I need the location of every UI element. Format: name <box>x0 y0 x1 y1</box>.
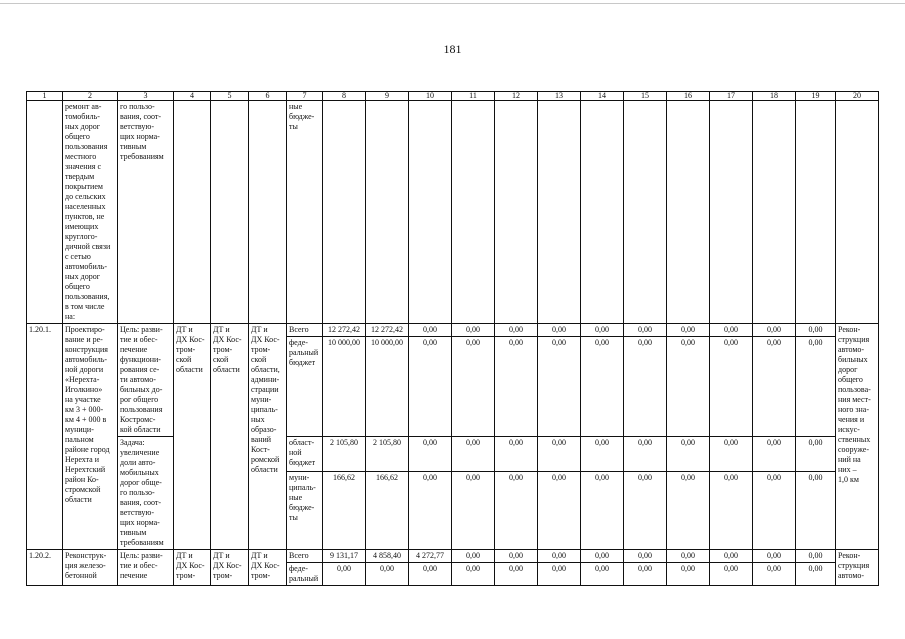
value-cell: 0,00 <box>624 437 667 472</box>
header-cell: 19 <box>796 92 836 101</box>
table-cell <box>249 101 287 324</box>
table-cell <box>27 101 63 324</box>
customer-cell: ДТ и ДХ Кос- тром- <box>174 550 211 586</box>
value-cell: 10 000,00 <box>366 337 409 437</box>
goal-cell: Цель: разви- тие и обес- печение функциони- рования се- ти автомо- бильных до- рог общего пользования Костромс- кой области <box>118 324 174 437</box>
funding-source-cell: област- ной бюджет <box>287 437 323 472</box>
value-cell: 0,00 <box>710 471 753 549</box>
header-cell: 10 <box>409 92 452 101</box>
value-cell: 0,00 <box>796 471 836 549</box>
table-cell <box>581 101 624 324</box>
header-cell: 2 <box>63 92 118 101</box>
table-cell <box>796 101 836 324</box>
value-cell: 0,00 <box>667 471 710 549</box>
value-cell: 9 131,17 <box>323 550 366 563</box>
value-cell: 0,00 <box>753 437 796 472</box>
value-cell: 0,00 <box>538 337 581 437</box>
value-cell: 0,00 <box>667 324 710 337</box>
goal-cell: го пользо- вания, соот- ветствую- щих норма- тивным требованиям <box>118 101 174 324</box>
table-cell <box>409 101 452 324</box>
header-cell: 20 <box>836 92 879 101</box>
value-cell: 0,00 <box>581 563 624 586</box>
value-cell: 0,00 <box>323 563 366 586</box>
header-cell: 6 <box>249 92 287 101</box>
top-rule <box>0 3 905 4</box>
header-cell: 18 <box>753 92 796 101</box>
value-cell: 0,00 <box>452 563 495 586</box>
executor-cell: ДТ и ДХ Кос- тром- <box>249 550 287 586</box>
value-cell: 4 858,40 <box>366 550 409 563</box>
value-cell: 0,00 <box>667 550 710 563</box>
funding-source-cell: Всего <box>287 324 323 337</box>
table-cell <box>710 101 753 324</box>
header-cell: 13 <box>538 92 581 101</box>
value-cell: 0,00 <box>753 563 796 586</box>
table-cell <box>211 101 249 324</box>
item-number: 1.20.1. <box>27 324 63 550</box>
customer-cell: ДТ и ДХ Кос- тром- ской области <box>174 324 211 550</box>
value-cell: 0,00 <box>624 324 667 337</box>
manager-cell: ДТ и ДХ Кос- тром- ской области <box>211 324 249 550</box>
header-row <box>27 92 879 101</box>
value-cell: 0,00 <box>710 550 753 563</box>
value-cell: 12 272,42 <box>323 324 366 337</box>
value-cell: 0,00 <box>409 324 452 337</box>
header-cell: 15 <box>624 92 667 101</box>
value-cell: 0,00 <box>452 550 495 563</box>
header-cell: 1 <box>27 92 63 101</box>
value-cell: 0,00 <box>624 471 667 549</box>
value-cell: 0,00 <box>796 563 836 586</box>
value-cell: 0,00 <box>710 437 753 472</box>
expected-result-cell: Рекон- струкция автомо- <box>836 550 879 586</box>
table-cell <box>538 101 581 324</box>
value-cell: 0,00 <box>538 324 581 337</box>
value-cell: 12 272,42 <box>366 324 409 337</box>
expected-result-cell: Рекон- струкция автомо- бильных дорог общего пользова- ния мест- ного зна- чения и искус- ственных сооруже- ний на них – 1,0 км <box>836 324 879 550</box>
funding-source-cell: феде- ральный <box>287 563 323 586</box>
header-cell: 11 <box>452 92 495 101</box>
measure-name-cell: ремонт ав- томобиль- ных дорог общего пользования местного значения с твердым покрытием до сельских населенных пунктов, не имеющих круглого- дичной связи с сетью автомобиль- ных дорог общего пользования, в том числе на: <box>63 101 118 324</box>
value-cell: 166,62 <box>366 471 409 549</box>
table-row <box>27 437 879 472</box>
measure-name-cell: Проектиро- вание и ре- конструкция автомобиль- ной дороги «Нерехта- Иголкино» на участке км 3 + 000- км 4 + 000 в муници- пальном районе город Нерехта и Нерехтский район Ко- стромской области <box>63 324 118 550</box>
value-cell: 0,00 <box>753 550 796 563</box>
value-cell: 0,00 <box>409 337 452 437</box>
value-cell: 0,00 <box>495 337 538 437</box>
page-number: 181 <box>443 42 462 56</box>
value-cell: 0,00 <box>753 324 796 337</box>
value-cell: 0,00 <box>796 550 836 563</box>
funding-source-cell: Всего <box>287 550 323 563</box>
value-cell: 0,00 <box>538 471 581 549</box>
value-cell: 0,00 <box>710 324 753 337</box>
value-cell: 0,00 <box>495 324 538 337</box>
value-cell: 10 000,00 <box>323 337 366 437</box>
table-cell <box>667 101 710 324</box>
table-row <box>27 550 879 563</box>
manager-cell: ДТ и ДХ Кос- тром- <box>211 550 249 586</box>
value-cell: 0,00 <box>366 563 409 586</box>
funding-source-cell: муни- ципаль- ные бюдже- ты <box>287 471 323 549</box>
goal-cell: Цель: разви- тие и обес- печение <box>118 550 174 586</box>
value-cell: 0,00 <box>581 471 624 549</box>
header-cell: 14 <box>581 92 624 101</box>
value-cell: 0,00 <box>796 337 836 437</box>
value-cell: 0,00 <box>495 563 538 586</box>
value-cell: 0,00 <box>538 550 581 563</box>
value-cell: 0,00 <box>667 437 710 472</box>
executor-cell: ДТ и ДХ Кос- тром- ской области, админи- страции муни- ципаль- ных образо- ваний Кост- ромской области <box>249 324 287 550</box>
value-cell: 0,00 <box>667 337 710 437</box>
value-cell: 0,00 <box>452 437 495 472</box>
value-cell: 0,00 <box>452 324 495 337</box>
value-cell: 0,00 <box>581 550 624 563</box>
task-cell: Задача: увеличение доли авто- мобильных дорог обще- го пользо- вания, соот- ветствую- щих норма- тивным требованиям <box>118 437 174 550</box>
table-cell <box>366 101 409 324</box>
funding-source-cell: феде- ральный бюджет <box>287 337 323 437</box>
value-cell: 166,62 <box>323 471 366 549</box>
continuation-row <box>27 101 879 324</box>
budget-table <box>26 91 879 586</box>
header-cell: 12 <box>495 92 538 101</box>
value-cell: 0,00 <box>753 337 796 437</box>
value-cell: 0,00 <box>495 437 538 472</box>
value-cell: 0,00 <box>624 563 667 586</box>
table-cell <box>753 101 796 324</box>
value-cell: 0,00 <box>624 337 667 437</box>
value-cell: 0,00 <box>796 324 836 337</box>
value-cell: 0,00 <box>667 563 710 586</box>
table-cell <box>174 101 211 324</box>
header-cell: 5 <box>211 92 249 101</box>
value-cell: 0,00 <box>538 563 581 586</box>
table-cell <box>495 101 538 324</box>
item-number: 1.20.2. <box>27 550 63 586</box>
value-cell: 2 105,80 <box>366 437 409 472</box>
value-cell: 0,00 <box>409 437 452 472</box>
table-row <box>27 324 879 337</box>
value-cell: 0,00 <box>495 471 538 549</box>
table-cell <box>452 101 495 324</box>
value-cell: 0,00 <box>710 337 753 437</box>
header-cell: 17 <box>710 92 753 101</box>
header-cell: 8 <box>323 92 366 101</box>
header-cell: 16 <box>667 92 710 101</box>
value-cell: 0,00 <box>624 550 667 563</box>
table-cell <box>624 101 667 324</box>
header-cell: 9 <box>366 92 409 101</box>
table-cell <box>836 101 879 324</box>
value-cell: 2 105,80 <box>323 437 366 472</box>
value-cell: 0,00 <box>409 471 452 549</box>
funding-source-cell: ные бюдже- ты <box>287 101 323 324</box>
value-cell: 0,00 <box>452 337 495 437</box>
value-cell: 0,00 <box>452 471 495 549</box>
measure-name-cell: Реконструк- ция железо- бетонной <box>63 550 118 586</box>
header-cell: 7 <box>287 92 323 101</box>
header-cell: 3 <box>118 92 174 101</box>
value-cell: 0,00 <box>581 337 624 437</box>
value-cell: 0,00 <box>710 563 753 586</box>
value-cell: 0,00 <box>796 437 836 472</box>
value-cell: 0,00 <box>538 437 581 472</box>
value-cell: 0,00 <box>495 550 538 563</box>
value-cell: 0,00 <box>753 471 796 549</box>
value-cell: 0,00 <box>581 437 624 472</box>
value-cell: 4 272,77 <box>409 550 452 563</box>
table-cell <box>323 101 366 324</box>
header-cell: 4 <box>174 92 211 101</box>
value-cell: 0,00 <box>409 563 452 586</box>
value-cell: 0,00 <box>581 324 624 337</box>
